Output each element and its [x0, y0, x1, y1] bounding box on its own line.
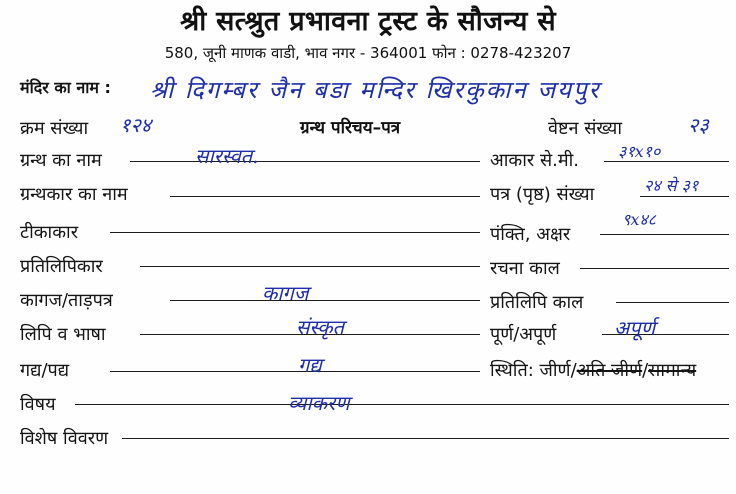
- copyist-line: [140, 266, 480, 267]
- material-label: कागज/ताड़पत्र: [20, 290, 113, 311]
- book-name-value: सारस्वत.: [195, 144, 259, 168]
- card-title: श्री सत्श्रुत प्रभावना ट्रस्ट के सौजन्य से: [180, 6, 556, 37]
- copyist-label: प्रतिलिपिकार: [20, 256, 103, 277]
- condition-option-worn: जीर्ण: [539, 360, 571, 381]
- condition-separator: /: [570, 360, 577, 381]
- serial-number-label: क्रम संख्या: [20, 118, 89, 139]
- copy-period-label: प्रतिलिपि काल: [490, 292, 584, 313]
- trust-address: 580, जूनी माणक वाडी, भाव नगर - 364001 फोन : 0278-423207: [164, 44, 572, 62]
- lines-letters-label: पंक्ति, अक्षर: [490, 224, 571, 245]
- size-line: [604, 161, 729, 162]
- form-title: ग्रन्थ परिचय–पत्र: [300, 118, 401, 138]
- commentator-line: [110, 232, 480, 233]
- condition-option-normal: सामान्य: [648, 360, 697, 381]
- lines-letters-line: [600, 234, 729, 235]
- wrap-count-label: वेष्टन संख्या: [548, 118, 623, 139]
- composition-period-line: [580, 268, 729, 269]
- material-value: कागज: [262, 281, 309, 305]
- size-label: आकार से.मी.: [490, 150, 580, 171]
- special-details-line: [122, 438, 729, 439]
- prose-verse-label: गद्य/पद्य: [20, 360, 70, 381]
- lines-letters-value: ९x४८: [622, 210, 656, 229]
- condition-row: [490, 362, 696, 380]
- prose-verse-line: [110, 371, 480, 372]
- serial-number-value: १२४: [120, 113, 152, 137]
- page-count-line: [640, 196, 729, 197]
- size-value: ३१x१०: [618, 142, 661, 161]
- book-name-label: ग्रन्थ का नाम: [20, 150, 102, 171]
- material-line: [170, 300, 480, 301]
- condition-label: स्थिति:: [490, 360, 534, 381]
- subject-value: व्याकरण: [288, 391, 350, 415]
- condition-separator: /: [642, 360, 649, 381]
- book-name-line: [130, 161, 480, 162]
- script-language-label: लिपि व भाषा: [20, 324, 106, 345]
- page-count-value: २४ से ३१: [644, 176, 699, 195]
- completeness-label: पूर्ण/अपूर्ण: [490, 324, 557, 345]
- author-label: ग्रन्थकार का नाम: [20, 184, 128, 205]
- composition-period-label: रचना काल: [490, 258, 560, 279]
- subject-label: विषय: [20, 394, 56, 415]
- completeness-value: अपूर्ण: [614, 316, 656, 340]
- commentator-label: टीकाकार: [20, 222, 79, 243]
- subject-line: [75, 404, 729, 405]
- wrap-count-value: २३: [688, 113, 709, 137]
- special-details-label: विशेष विवरण: [20, 428, 109, 449]
- author-line: [170, 196, 480, 197]
- script-language-value: संस्कृत: [296, 315, 345, 339]
- condition-option-very-worn: अति जीर्ण: [576, 360, 643, 381]
- prose-verse-value: गद्य: [298, 353, 322, 377]
- temple-name-handwritten: श्री दिगम्बर जैन बडा मन्दिर खिरकुकान जयपुर: [150, 76, 601, 104]
- temple-name-label: मंदिर का नाम :: [20, 78, 111, 97]
- copy-period-line: [616, 302, 729, 303]
- page-count-label: पत्र (पृष्ठ) संख्या: [490, 184, 595, 205]
